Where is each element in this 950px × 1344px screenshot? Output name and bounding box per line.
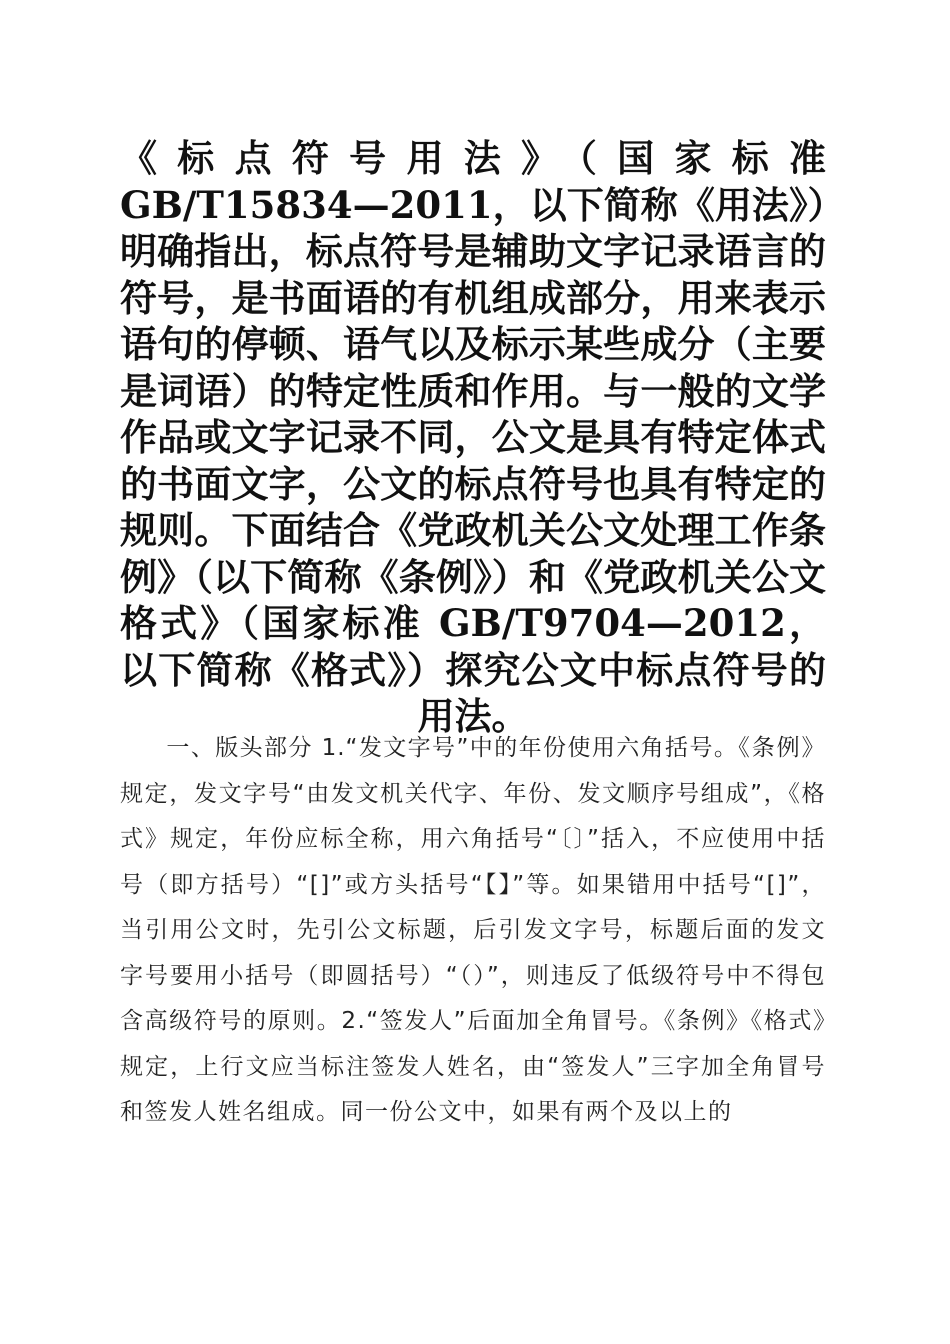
- body-text: 《条例》规定，发文字号“由发文机关代字、年份、发文顺序号组成”，《格式》规定，年份应标全称，用六角括号“〔〕”括入，不应使用中括号（即方括号）“[]”或方头括号“【】”等。如果错用中括号“[]”，当引用公文时，先引公文标题，后引发文字号，标题后面的发文字号要用小括号（即圆括号）“（）”，则违反了低级符号中不得包含高级符号的原则。2.“签发人”后面加全角冒号。《条例》《格式》规定，上行文应当标注签发人姓名，由“签发人”三字加全角冒号和签发人姓名组成。同一份公文中，如果有两个及以上的: [120, 735, 827, 1125]
- intro-paragraph: 《标点符号用法》（国家标准 GB/T15834—2011，以下简称《用法》）明确指出，标点符号是辅助文字记录语言的符号，是书面语的有机组成部分，用来表示语句的停顿、语气以及标示某些成分（主要是词语）的特定性质和作用。与一般的文学作品或文字记录不同，公文是具有特定体式的书面文字，公文的标点符号也具有特定的规则。下面结合《党政机关公文处理工作条例》（以下简称《条例》）和《党政机关公文格式》（国家标准 GB/T9704—2012，以下简称《格式》）探究公文中标点符号的用法。: [120, 136, 826, 738]
- body-paragraph: [120, 726, 826, 1136]
- section-heading: 一、版头部分 1.“发文字号”中的年份使用六角括号。: [166, 735, 739, 761]
